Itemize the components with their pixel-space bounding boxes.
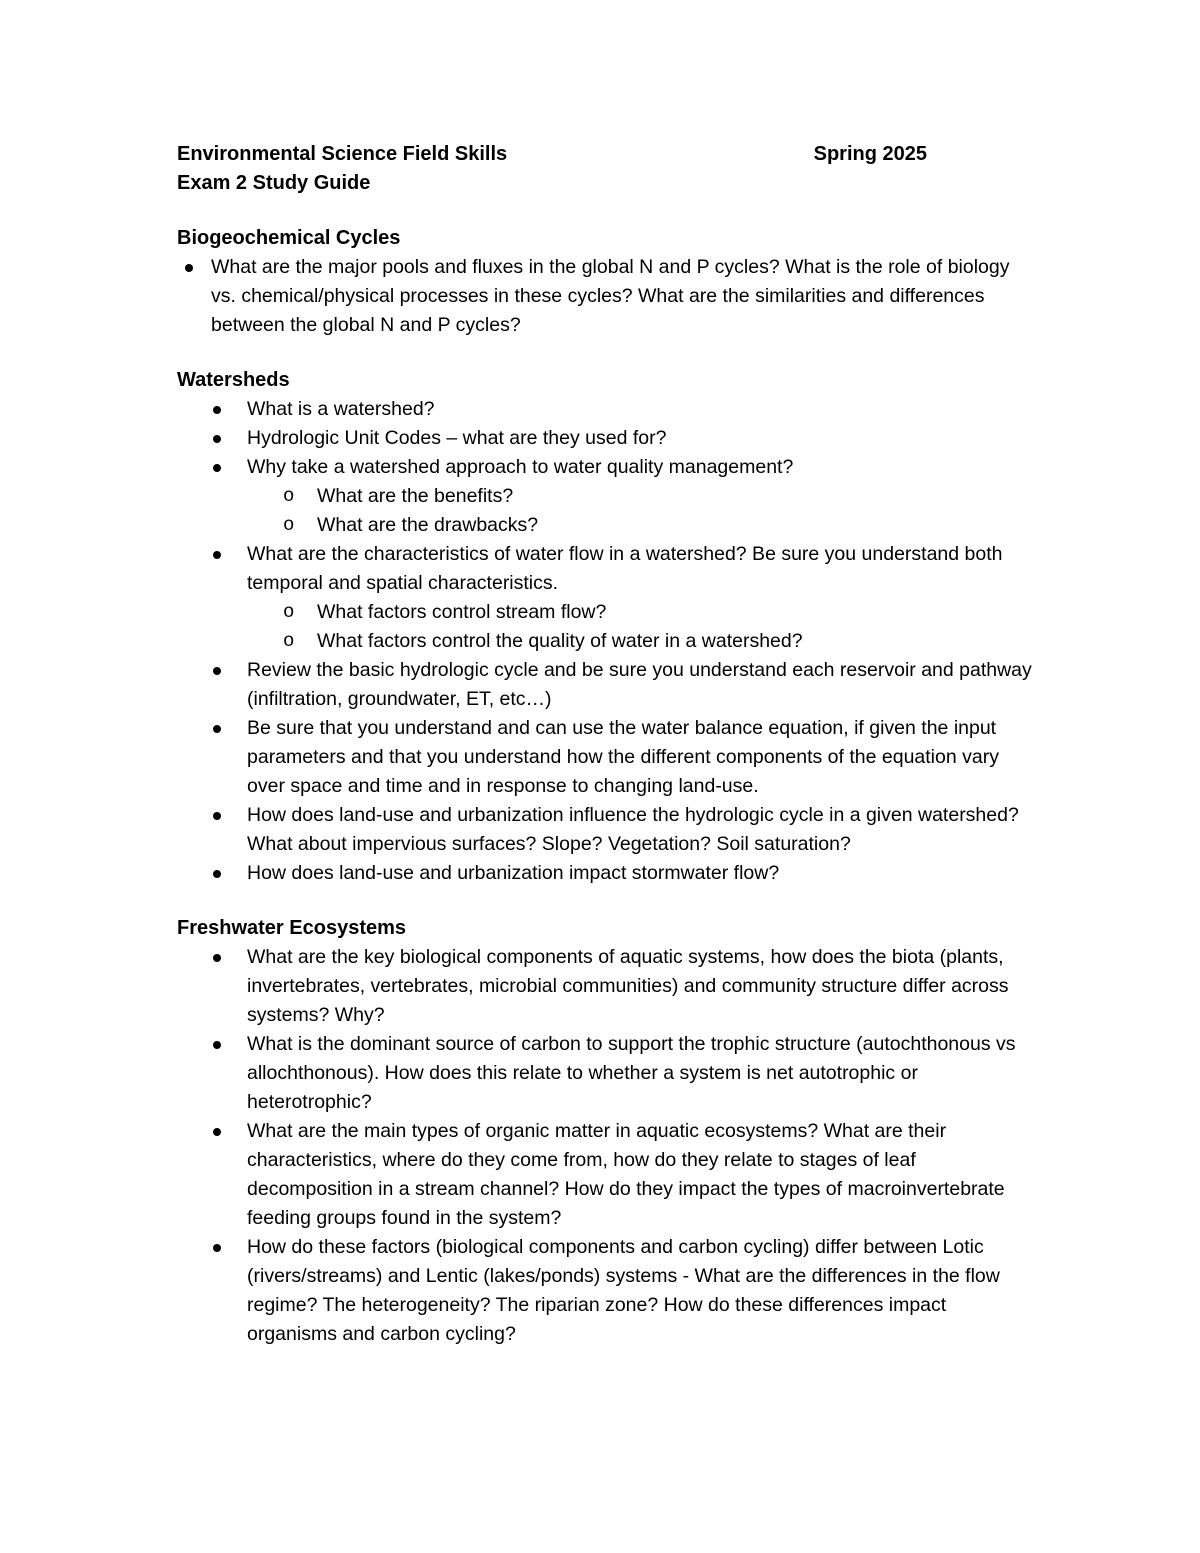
bullet-icon <box>213 954 221 962</box>
list-item <box>177 253 1037 340</box>
list-item <box>177 656 1037 714</box>
section-heading-freshwater-ecosystems: Freshwater Ecosystems <box>177 917 407 939</box>
list-item-text: Hydrologic Unit Codes – what are they used for? <box>247 427 667 449</box>
bullet-icon <box>213 435 221 443</box>
sub-list-item <box>247 627 1037 656</box>
bullet-icon <box>213 1128 221 1136</box>
sub-list-item-text: What are the benefits? <box>317 485 514 507</box>
list-item-text: What are the key biological components of aquatic systems, how does the biota (plants, invertebrates, vertebrates, microbial communities) and community structure differ across systems? Why? <box>247 946 1009 1026</box>
bullet-icon <box>213 870 221 878</box>
sub-list-item <box>247 482 1037 511</box>
study-guide-page <box>177 140 1037 1349</box>
hollow-bullet-icon: o <box>283 514 295 536</box>
list-item <box>177 424 1037 453</box>
list-item <box>177 1030 1037 1117</box>
document-header <box>177 140 927 169</box>
bullet-icon <box>213 406 221 414</box>
list-item-text: What are the characteristics of water flow in a watershed? Be sure you understand both temporal and spatial characteristics. <box>247 543 1003 594</box>
bullet-icon <box>213 812 221 820</box>
list-item-text: What are the main types of organic matter in aquatic ecosystems? What are their characteristics, where do they come from, how do they relate to stages of leaf decomposition in a stream channel? How do they impact the types of macroinvertebrate feeding groups found in the system? <box>247 1120 1005 1229</box>
watersheds-list-remaining <box>177 656 1037 888</box>
bullet-icon <box>213 1244 221 1252</box>
sub-list-item-text: What factors control stream flow? <box>317 601 607 623</box>
list-item <box>177 453 1037 482</box>
sub-list-item <box>247 511 1037 540</box>
bullet-icon <box>213 1041 221 1049</box>
sub-list-item <box>247 598 1037 627</box>
list-item-text: Why take a watershed approach to water quality management? <box>247 456 794 478</box>
watersheds-list-continued <box>177 540 1037 598</box>
hollow-bullet-icon: o <box>283 485 295 507</box>
section-heading-biogeochemical-cycles: Biogeochemical Cycles <box>177 227 401 249</box>
sub-list-item-text: What are the drawbacks? <box>317 514 539 536</box>
bullet-icon <box>213 551 221 559</box>
freshwater-ecosystems-list <box>177 943 1037 1349</box>
biogeochemical-cycles-list <box>177 253 1037 340</box>
water-flow-sublist <box>247 598 1037 656</box>
list-item-text: What are the major pools and fluxes in the global N and P cycles? What is the role of biology vs. chemical/physical processes in these cycles? What are the similarities and differences between the global N and P cycles? <box>211 256 1010 336</box>
list-item <box>177 540 1037 598</box>
list-item-text: Be sure that you understand and can use the water balance equation, if given the input parameters and that you understand how the different components of the equation vary over space and time and in response to changing land-use. <box>247 717 999 797</box>
list-item <box>177 1117 1037 1233</box>
list-item-text: What is a watershed? <box>247 398 435 420</box>
list-item-text: How does land-use and urbanization impact stormwater flow? <box>247 862 780 884</box>
list-item-text: What is the dominant source of carbon to support the trophic structure (autochthonous vs allochthonous). How does this relate to whether a system is net autotrophic or heterotrophic? <box>247 1033 1016 1113</box>
list-item <box>177 859 1037 888</box>
list-item <box>177 1233 1037 1349</box>
bullet-icon <box>213 725 221 733</box>
section-heading-watersheds: Watersheds <box>177 369 290 391</box>
list-item <box>177 801 1037 859</box>
bullet-icon <box>185 264 193 272</box>
document-subtitle: Exam 2 Study Guide <box>177 172 371 194</box>
list-item-text: How does land-use and urbanization influence the hydrologic cycle in a given watershed? What about impervious surfaces? Slope? Vegetation? Soil saturation? <box>247 804 1019 855</box>
watershed-approach-sublist <box>247 482 1037 540</box>
hollow-bullet-icon: o <box>283 601 295 623</box>
list-item <box>177 395 1037 424</box>
sub-list-item-text: What factors control the quality of water in a watershed? <box>317 630 803 652</box>
watersheds-list <box>177 395 1037 482</box>
bullet-icon <box>213 464 221 472</box>
term-label: Spring 2025 <box>813 143 927 165</box>
hollow-bullet-icon: o <box>283 630 295 652</box>
list-item-text: How do these factors (biological components and carbon cycling) differ between Lotic (rivers/streams) and Lentic (lakes/ponds) systems - What are the differences in the flow regime? The heterogeneity? The riparian zone? How do these differences impact organisms and carbon cycling? <box>247 1236 1000 1345</box>
bullet-icon <box>213 667 221 675</box>
list-item-text: Review the basic hydrologic cycle and be sure you understand each reservoir and pathway (infiltration, groundwater, ET, etc…) <box>247 659 1032 710</box>
course-title: Environmental Science Field Skills <box>177 143 508 165</box>
list-item <box>177 943 1037 1030</box>
list-item <box>177 714 1037 801</box>
